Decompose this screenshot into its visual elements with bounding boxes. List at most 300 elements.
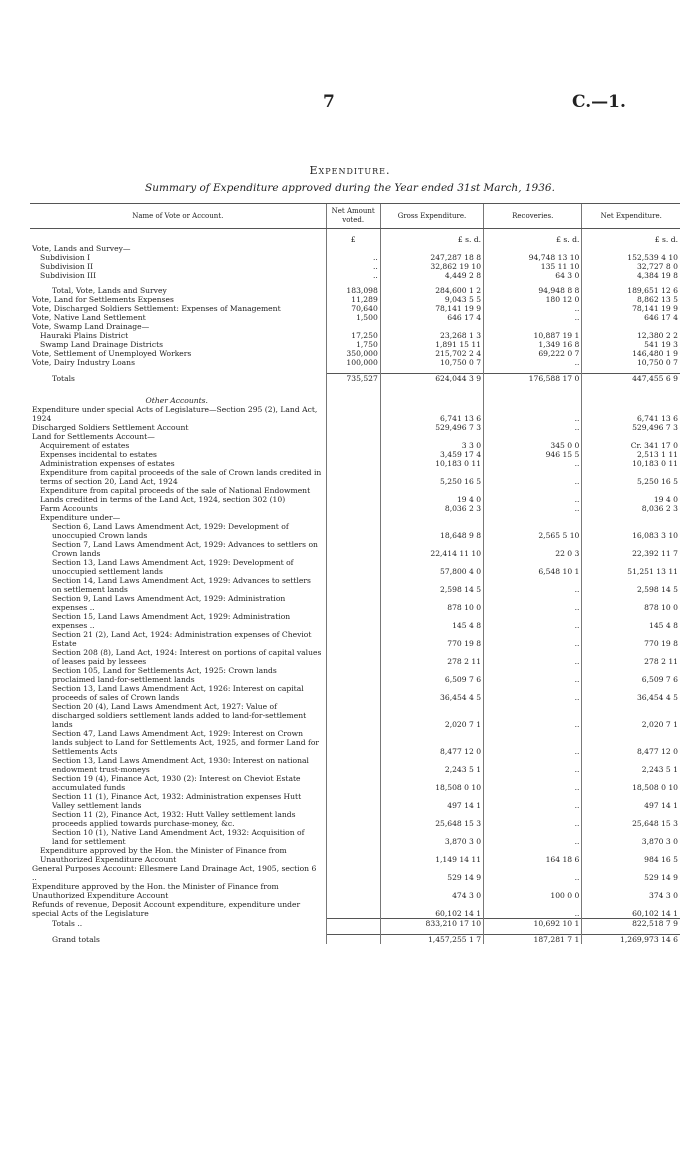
gross-cell: 2,243 5 1 [380,756,483,774]
gross-cell: 247,287 18 8 [380,253,483,262]
net-cell [582,513,680,522]
recoveries-cell: .. [484,774,582,792]
recoveries-cell: .. [484,304,582,313]
net-cell: 2,513 1 11 [582,450,680,459]
net-cell: 646 17 4 [582,313,680,322]
voted-cell [326,702,380,729]
gross-cell: 474 3 0 [380,882,483,900]
voted-cell [326,810,380,828]
voted-cell [326,522,380,540]
gross-cell [380,513,483,522]
row-label: Section 47, Land Laws Amendment Act, 1929: Interest on Crown lands subject to Land for Settlements Act, 1925, and former Land for Settlements Acts [52,729,320,756]
row-label: Section 105, Land for Settlements Act, 1925: Crown lands proclaimed land-for-settlement lands [52,666,277,684]
net-cell: 32,727 8 0 [582,262,680,271]
recoveries-cell: 6,548 10 1 [484,558,582,576]
voted-cell [326,612,380,630]
table-row [30,513,680,522]
voted-cell [326,513,380,522]
voted-cell [326,774,380,792]
row-label: Section 15, Land Laws Amendment Act, 1929: Administration expenses .. [52,612,291,630]
row-label: Vote, Swamp Land Drainage— [32,322,150,331]
row-label: Expenditure approved by the Hon. the Minister of Finance from Unauthorized Expenditure Account [32,882,279,900]
row-label: Section 19 (4), Finance Act, 1930 (2): Interest on Cheviot Estate accumulated funds [52,774,301,792]
totals-voted: 735,527 [326,374,380,384]
net-cell: 51,251 13 11 [582,558,680,576]
recoveries-cell: 2,565 5 10 [484,522,582,540]
gross-cell: 2,020 7 1 [380,702,483,729]
gross-cell: 6,741 13 6 [380,405,483,423]
grand-totals-gross: 1,457,255 1 7 [380,934,483,944]
gross-cell: 4,449 2 8 [380,271,483,280]
net-cell: 770 19 8 [582,630,680,648]
row-label: Vote, Dairy Industry Loans [32,358,135,367]
grand-totals-net: 1,269,973 14 6 [582,934,680,944]
row-label: Section 9, Land Laws Amendment Act, 1929: Administration expenses .. [52,594,286,612]
gross-cell: 3,870 3 0 [380,828,483,846]
recoveries-cell: .. [484,612,582,630]
table-row [30,331,680,340]
net-cell: 3,870 3 0 [582,828,680,846]
table-row [30,304,680,313]
gross-cell: 6,509 7 6 [380,666,483,684]
net-cell: 6,741 13 6 [582,405,680,423]
row-label: Section 10 (1), Native Land Amendment Act, 1932: Acquisition of land for settlement [52,828,305,846]
grand-totals-label: Grand totals [52,934,100,944]
gross-cell: 8,477 12 0 [380,729,483,756]
row-label: Refunds of revenue, Deposit Account expenditure, expenditure under special Acts of the Legislature [32,900,301,918]
recoveries-cell: .. [484,594,582,612]
recoveries-cell: .. [484,792,582,810]
row-label: Expenditure from capital proceeds of the sale of Crown lands credited in terms of section 20, Land Act, 1924 [40,468,322,486]
expenditure-table [30,203,680,944]
gross-cell: 878 10 0 [380,594,483,612]
recoveries-cell: .. [484,423,582,432]
col-header-name: Name of Vote or Account. [30,204,326,229]
voted-cell [326,828,380,846]
recoveries-cell: .. [484,864,582,882]
table-row [30,810,680,828]
recoveries-cell: .. [484,486,582,504]
recoveries-cell: 1,349 16 8 [484,340,582,349]
document-code: C.—1. [572,92,626,112]
voted-cell: 350,000 [326,349,380,358]
table-row [30,253,680,262]
unit-net: £ s. d. [582,235,680,244]
col-header-recoveries: Recoveries. [484,204,582,229]
row-label: Subdivision I [40,253,91,262]
table-row [30,684,680,702]
table-row [30,405,680,423]
net-cell: 25,648 15 3 [582,810,680,828]
recoveries-cell: .. [484,828,582,846]
col-header-net: Net Expenditure. [582,204,680,229]
gross-cell: 22,414 11 10 [380,540,483,558]
recoveries-cell: 180 12 0 [484,295,582,304]
gross-cell: 1,891 15 11 [380,340,483,349]
recoveries-cell [484,244,582,253]
row-label: Section 13, Land Laws Amendment Act, 1930: Interest on national endowment trust-moneys [52,756,309,774]
table-row [30,540,680,558]
totals-gross: 624,044 3 9 [380,374,483,384]
row-label: Section 14, Land Laws Amendment Act, 1929: Advances to settlers on settlement lands [52,576,311,594]
row-label: Swamp Land Drainage Districts [40,340,164,349]
table-row [30,244,680,253]
table-row [30,295,680,304]
net-cell: 8,862 13 5 [582,295,680,304]
table-row [30,522,680,540]
gross-cell: 9,043 5 5 [380,295,483,304]
table-row [30,666,680,684]
table-row [30,900,680,918]
net-cell: 16,083 3 10 [582,522,680,540]
row-label: Subdivision II [40,262,94,271]
gross-cell: 770 19 8 [380,630,483,648]
row-label: Total, Vote, Lands and Survey [52,286,167,295]
voted-cell: 183,098 [326,286,380,295]
table-row [30,468,680,486]
table-row [30,262,680,271]
row-label: Expenditure under— [40,513,121,522]
table-row [30,882,680,900]
net-cell: 146,480 1 9 [582,349,680,358]
table-row [30,432,680,441]
table-row [30,846,680,864]
recoveries-cell: 100 0 0 [484,882,582,900]
other-totals-recoveries: 10,692 10 1 [484,918,582,928]
net-cell: 36,454 4 5 [582,684,680,702]
table-row [30,756,680,774]
net-cell: 2,598 14 5 [582,576,680,594]
table-row [30,349,680,358]
net-cell: 878 10 0 [582,594,680,612]
gross-cell: 1,149 14 11 [380,846,483,864]
gross-cell: 60,102 14 1 [380,900,483,918]
voted-cell: 11,289 [326,295,380,304]
net-cell: 145 4 8 [582,612,680,630]
row-label: Farm Accounts [40,504,98,513]
grand-totals-voted [326,934,380,944]
col-header-gross: Gross Expenditure. [380,204,483,229]
row-label: Section 20 (4), Land Laws Amendment Act, 1927: Value of discharged soldiers settlement lands added to land-for-settlement lands [52,702,307,729]
voted-cell [326,486,380,504]
table-row [30,702,680,729]
net-cell: 5,250 16 5 [582,468,680,486]
net-cell: 152,539 4 10 [582,253,680,262]
gross-cell: 10,750 0 7 [380,358,483,367]
table-row [30,441,680,450]
unit-recoveries: £ s. d. [484,235,582,244]
row-label: Section 11 (1), Finance Act, 1932: Administration expenses Hutt Valley settlement lands [52,792,302,810]
row-label: Section 21 (2), Land Act, 1924: Administration expenses of Cheviot Estate [52,630,312,648]
voted-cell [326,900,380,918]
voted-cell [326,468,380,486]
table-row [30,612,680,630]
row-label: Section 13, Land Laws Amendment Act, 1926: Interest on capital proceeds of sales of Crown lands [52,684,304,702]
net-cell: 278 2 11 [582,648,680,666]
gross-cell: 18,508 0 10 [380,774,483,792]
spacer [380,383,483,405]
voted-cell: 1,750 [326,340,380,349]
row-label: Vote, Discharged Soldiers Settlement: Expenses of Management [32,304,281,313]
voted-cell [326,423,380,432]
table-row [30,358,680,367]
net-cell: 2,243 5 1 [582,756,680,774]
voted-cell [326,441,380,450]
table-row [30,504,680,513]
gross-cell: 78,141 19 9 [380,304,483,313]
table-row [30,271,680,280]
gross-cell: 10,183 0 11 [380,459,483,468]
gross-cell: 3 3 0 [380,441,483,450]
voted-cell: 1,500 [326,313,380,322]
gross-cell: 3,459 17 4 [380,450,483,459]
row-label: Subdivision III [40,271,97,280]
recoveries-cell [484,513,582,522]
table-row [30,594,680,612]
gross-cell: 215,702 2 4 [380,349,483,358]
table-row [30,286,680,295]
recoveries-cell: .. [484,576,582,594]
net-cell: 8,036 2 3 [582,504,680,513]
voted-cell [326,648,380,666]
voted-cell [326,576,380,594]
row-label: Section 208 (8), Land Act, 1924: Interest on portions of capital values of leases paid by lessees [52,648,322,666]
recoveries-cell: 946 15 5 [484,450,582,459]
voted-cell [326,864,380,882]
recoveries-cell [484,322,582,331]
recoveries-cell: .. [484,810,582,828]
net-cell: 60,102 14 1 [582,900,680,918]
voted-cell [326,322,380,331]
recoveries-cell: .. [484,900,582,918]
row-label: Expenses incidental to estates [40,450,157,459]
net-cell: 10,183 0 11 [582,459,680,468]
gross-cell: 32,862 19 10 [380,262,483,271]
table-header-row [30,204,680,229]
table-row [30,322,680,331]
recoveries-cell: .. [484,648,582,666]
recoveries-cell [484,432,582,441]
table-row [30,828,680,846]
voted-cell: .. [326,253,380,262]
table-row [30,648,680,666]
totals-row [30,374,680,384]
units-row [30,235,680,244]
page-number: 7 [323,92,335,112]
spacer [326,383,380,405]
recoveries-cell: .. [484,468,582,486]
gross-cell: 278 2 11 [380,648,483,666]
table-row [30,450,680,459]
gross-cell: 5,250 16 5 [380,468,483,486]
voted-cell [326,729,380,756]
row-label: Administration expenses of estates [40,459,175,468]
voted-cell [326,684,380,702]
table-row [30,864,680,882]
gross-cell: 18,648 9 8 [380,522,483,540]
row-label: Section 11 (2), Finance Act, 1932: Hutt Valley settlement lands proceeds applied towards purchase-money, &c. [52,810,296,828]
grand-totals-recoveries: 187,281 7 1 [484,934,582,944]
row-label: Discharged Soldiers Settlement Account [32,423,189,432]
voted-cell [326,504,380,513]
net-cell: 529 14 9 [582,864,680,882]
net-cell: 529,496 7 3 [582,423,680,432]
row-label: Vote, Native Land Settlement [32,313,146,322]
row-label: General Purposes Account: Ellesmere Land Drainage Act, 1905, section 6 .. [32,864,317,882]
voted-cell [326,792,380,810]
page-heading: Expenditure. [309,164,391,177]
row-label: Expenditure from capital proceeds of the sale of National Endowment Lands credited in terms of the Land Act, 1924, section 302 (10) [40,486,311,504]
net-cell: 10,750 0 7 [582,358,680,367]
gross-cell: 497 14 1 [380,792,483,810]
gross-cell: 145 4 8 [380,612,483,630]
gross-cell: 2,598 14 5 [380,576,483,594]
gross-cell: 36,454 4 5 [380,684,483,702]
row-label: Land for Settlements Account— [32,432,155,441]
row-label: Vote, Lands and Survey— [32,244,131,253]
row-label: Acquirement of estates [40,441,130,450]
page-subtitle: Summary of Expenditure approved during the Year ended 31st March, 1936. [145,182,555,194]
gross-cell: 25,648 15 3 [380,810,483,828]
recoveries-cell: 135 11 10 [484,262,582,271]
recoveries-cell: .. [484,756,582,774]
net-cell: 374 3 0 [582,882,680,900]
table-row [30,313,680,322]
spacer [484,383,582,405]
recoveries-cell: .. [484,405,582,423]
row-label: Section 6, Land Laws Amendment Act, 1929: Development of unoccupied Crown lands [52,522,289,540]
net-cell: 18,508 0 10 [582,774,680,792]
net-cell: 4,384 19 8 [582,271,680,280]
section-heading-row [30,383,680,405]
net-cell: 8,477 12 0 [582,729,680,756]
spacer [582,383,680,405]
net-cell: Cr. 341 17 0 [582,441,680,450]
table-row [30,486,680,504]
other-totals-gross: 833,210 17 10 [380,918,483,928]
recoveries-cell: 94,748 13 10 [484,253,582,262]
other-accounts-heading: Other Accounts. [145,396,208,405]
voted-cell [326,459,380,468]
row-label: Expenditure under special Acts of Legislature—Section 295 (2), Land Act, 1924 [32,405,318,423]
other-totals-label: Totals .. [52,918,83,928]
gross-cell: 284,600 1 2 [380,286,483,295]
table-row [30,459,680,468]
table-row [30,630,680,648]
net-cell: 497 14 1 [582,792,680,810]
gross-cell: 19 4 0 [380,486,483,504]
voted-cell [326,244,380,253]
recoveries-cell: .. [484,504,582,513]
gross-cell: 529,496 7 3 [380,423,483,432]
totals-recoveries: 176,588 17 0 [484,374,582,384]
voted-cell: .. [326,271,380,280]
voted-cell: 100,000 [326,358,380,367]
other-totals-net: 822,518 7 9 [582,918,680,928]
recoveries-cell: .. [484,358,582,367]
recoveries-cell: 22 0 3 [484,540,582,558]
gross-cell: 529 14 9 [380,864,483,882]
row-label: Vote, Land for Settlements Expenses [32,295,174,304]
recoveries-cell: 345 0 0 [484,441,582,450]
gross-cell: 23,268 1 3 [380,331,483,340]
voted-cell [326,405,380,423]
recoveries-cell: .. [484,630,582,648]
recoveries-cell: 10,887 19 1 [484,331,582,340]
voted-cell [326,666,380,684]
voted-cell [326,918,380,928]
voted-cell [326,540,380,558]
voted-cell [326,756,380,774]
gross-cell: 57,800 4 0 [380,558,483,576]
voted-cell [326,450,380,459]
row-label: Hauraki Plains District [40,331,129,340]
table-row [30,729,680,756]
table-row [30,558,680,576]
voted-cell [326,846,380,864]
totals-label: Totals [52,374,75,383]
net-cell: 22,392 11 7 [582,540,680,558]
recoveries-cell: .. [484,313,582,322]
other-totals-row [30,918,680,928]
net-cell: 12,380 2 2 [582,331,680,340]
table-row [30,340,680,349]
totals-net: 447,455 6 9 [582,374,680,384]
net-cell: 6,509 7 6 [582,666,680,684]
unit-gross: £ s. d. [380,235,483,244]
net-cell: 78,141 19 9 [582,304,680,313]
gross-cell: 646 17 4 [380,313,483,322]
net-cell [582,432,680,441]
voted-cell [326,630,380,648]
unit-voted: £ [326,235,380,244]
gross-cell [380,322,483,331]
recoveries-cell: .. [484,459,582,468]
table-row [30,774,680,792]
net-cell: 189,651 12 6 [582,286,680,295]
recoveries-cell: 64 3 0 [484,271,582,280]
table-row [30,423,680,432]
voted-cell [326,594,380,612]
gross-cell [380,244,483,253]
recoveries-cell: 94,948 8 8 [484,286,582,295]
col-header-voted: Net Amount voted. [326,204,380,229]
voted-cell: 70,640 [326,304,380,313]
table-body [30,229,680,944]
row-label: Vote, Settlement of Unemployed Workers [32,349,192,358]
row-label: Section 13, Land Laws Amendment Act, 1929: Development of unoccupied settlement lands [52,558,294,576]
recoveries-cell: .. [484,684,582,702]
recoveries-cell: 164 18 6 [484,846,582,864]
net-cell: 541 19 3 [582,340,680,349]
row-label: Section 7, Land Laws Amendment Act, 1929: Advances to settlers on Crown lands [52,540,318,558]
voted-cell: .. [326,262,380,271]
net-cell: 2,020 7 1 [582,702,680,729]
table-row [30,576,680,594]
table-row [30,792,680,810]
recoveries-cell: .. [484,702,582,729]
gross-cell [380,432,483,441]
recoveries-cell: 69,222 0 7 [484,349,582,358]
voted-cell [326,558,380,576]
recoveries-cell: .. [484,729,582,756]
net-cell: 984 16 5 [582,846,680,864]
voted-cell: 17,250 [326,331,380,340]
net-cell: 19 4 0 [582,486,680,504]
net-cell [582,244,680,253]
gross-cell: 8,036 2 3 [380,504,483,513]
voted-cell [326,432,380,441]
